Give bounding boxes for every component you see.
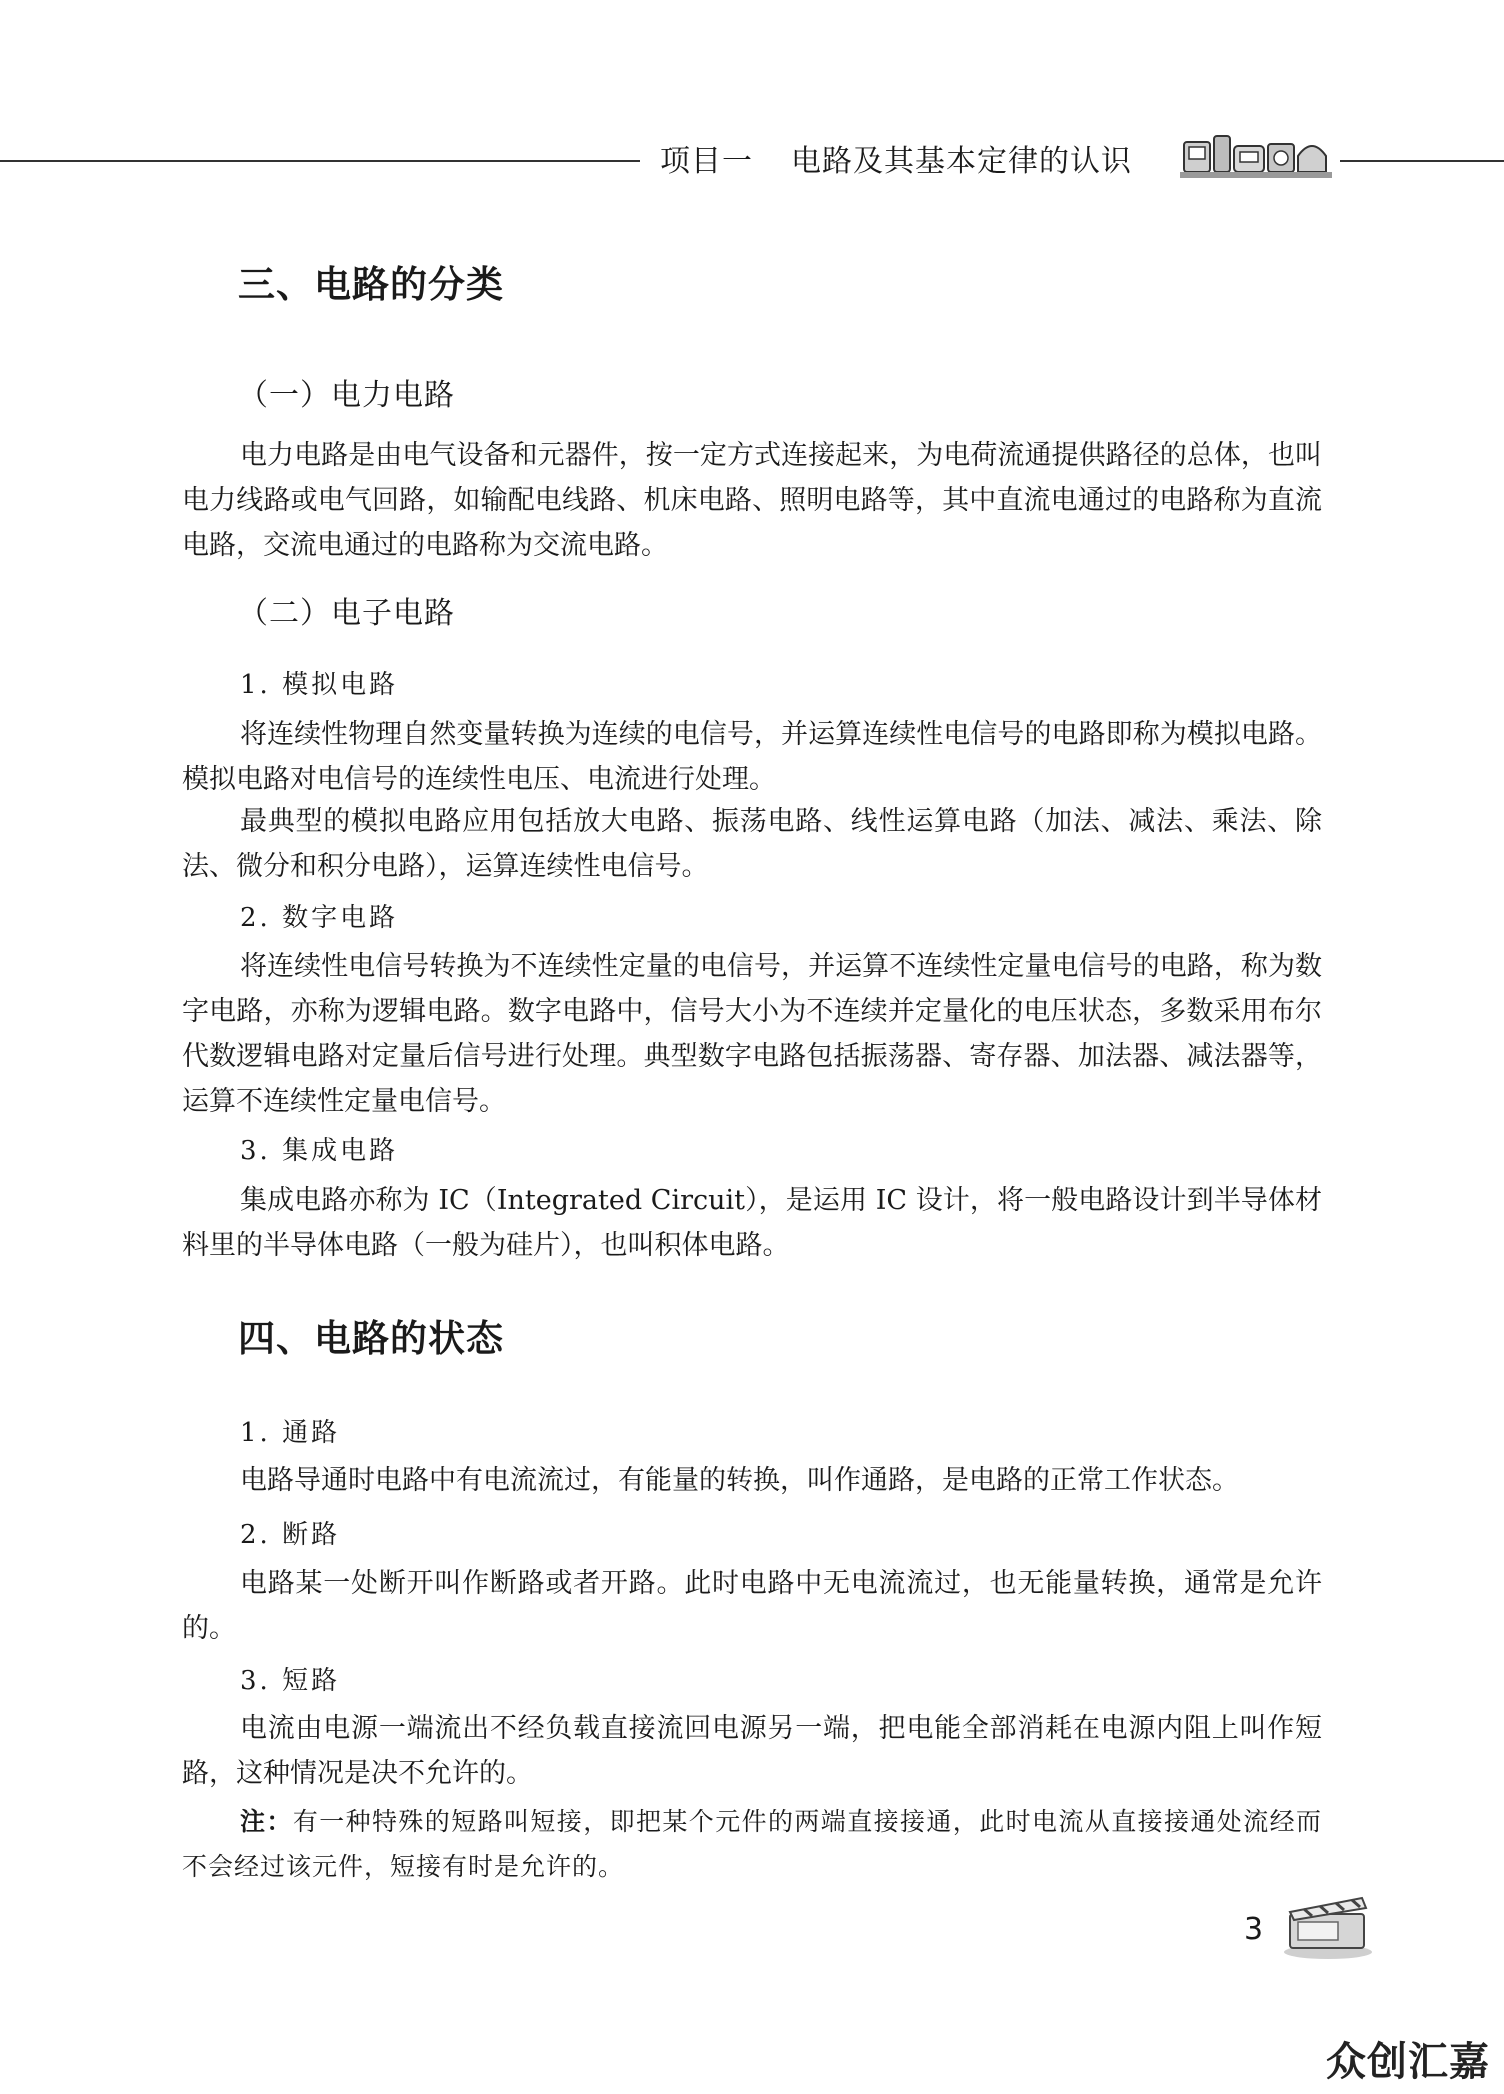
page-number: 3	[1244, 1912, 1264, 1947]
section-heading-states: 四、电路的状态	[238, 1317, 504, 1360]
note-paragraph	[182, 1799, 1322, 1889]
watermark: 众创汇嘉	[1326, 2039, 1490, 2085]
section-heading-classification: 三、电路的分类	[238, 263, 504, 306]
item-label-digital: 2. 数字电路	[240, 903, 399, 933]
item-label-closed-circuit: 1. 通路	[240, 1418, 341, 1448]
note-label: 注：	[240, 1807, 293, 1836]
item-label-short-circuit: 3. 短路	[240, 1666, 341, 1696]
paragraph-closed-circuit: 电路导通时电路中有电流流过，有能量的转换，叫作通路，是电路的正常工作状态。	[240, 1465, 1239, 1496]
clapperboard-icon	[1282, 1888, 1374, 1960]
header-title: 电路及其基本定律的认识	[791, 144, 1132, 179]
note-text: 有一种特殊的短路叫短接，即把某个元件的两端直接接通，此时电流从直接接通处流经而不会经过该元件，短接有时是允许的。	[182, 1807, 1322, 1881]
paragraph-power-circuit: 电力电路是由电气设备和元器件，按一定方式连接起来，为电荷流通提供路径的总体，也叫电力线路或电气回路，如输配电线路、机床电路、照明电路等，其中直流电通过的电路称为直流电路，交流电通过的电路称为交流电路。	[182, 440, 1322, 561]
cartoon-appliances-icon	[1180, 132, 1334, 182]
item-label-analog: 1. 模拟电路	[240, 670, 399, 700]
item-label-open-circuit: 2. 断路	[240, 1520, 341, 1550]
paragraph-analog-1: 将连续性物理自然变量转换为连续的电信号，并运算连续性电信号的电路即称为模拟电路。模拟电路对电信号的连续性电压、电流进行处理。	[182, 719, 1322, 795]
subsection-heading-electronic-circuit: （二）电子电路	[238, 596, 455, 631]
subsection-heading-power-circuit: （一）电力电路	[238, 378, 455, 413]
header-rule-right	[1340, 160, 1504, 162]
paragraph-open-circuit: 电路某一处断开叫作断路或者开路。此时电路中无电流流过，也无能量转换，通常是允许的。	[182, 1568, 1322, 1644]
header-project: 项目一	[660, 144, 753, 179]
header-rule-left	[0, 160, 640, 162]
paragraph-integrated: 集成电路亦称为 IC（Integrated Circuit），是运用 IC 设计，将一般电路设计到半导体材料里的半导体电路（一般为硅片），也叫积体电路。	[182, 1185, 1322, 1261]
paragraph-digital: 将连续性电信号转换为不连续性定量的电信号，并运算不连续性定量电信号的电路，称为数字电路，亦称为逻辑电路。数字电路中，信号大小为不连续并定量化的电压状态，多数采用布尔代数逻辑电路对定量后信号进行处理。典型数字电路包括振荡器、寄存器、加法器、减法器等，运算不连续性定量电信号。	[182, 951, 1322, 1117]
paragraph-analog-2: 最典型的模拟电路应用包括放大电路、振荡电路、线性运算电路（加法、减法、乘法、除法、微分和积分电路），运算连续性电信号。	[182, 806, 1322, 882]
item-label-integrated: 3. 集成电路	[240, 1136, 399, 1166]
running-header	[660, 140, 1132, 184]
paragraph-short-circuit: 电流由电源一端流出不经负载直接流回电源另一端，把电能全部消耗在电源内阻上叫作短路，这种情况是决不允许的。	[182, 1713, 1322, 1789]
